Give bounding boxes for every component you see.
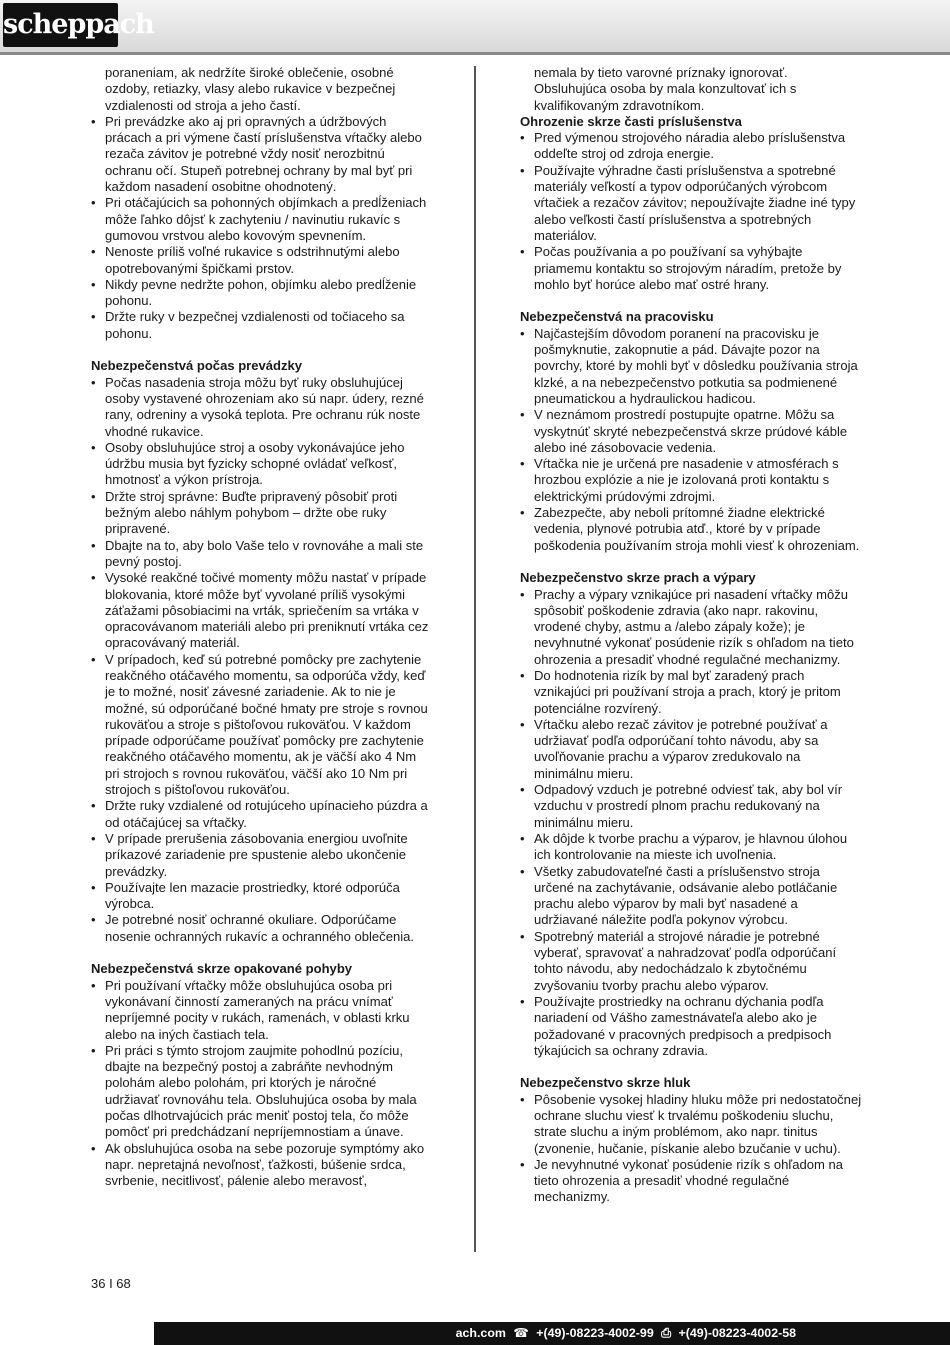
bullet-item: • Do hodnotenia rizík by mal byť zaradený prach vznikajúci pri používaní stroja a prach, ktorý je pritom potenciálne rozvírený. xyxy=(520,668,862,717)
bullet-item: • Prachy a výpary vznikajúce pri nasadení vŕtačky môžu spôsobiť poškodenie zdravia (ako napr. rakovinu, vrodené chyby, astmu a /alebo zápaly kože); je nevyhnutné vykonať posúdenie rizík s ohľadom na tieto ohrozenia a presadiť vhodné regulačné mechanizmy. xyxy=(520,587,862,668)
bullet-item: • Držte ruky vzdialené od rotujúceho upínacieho púzdra a od otáčajúcej sa vŕtačky. xyxy=(91,798,429,831)
bullet-item: • Všetky zabudovateľné časti a príslušenstvo stroja určené na zachytávanie, odsávanie alebo potláčanie prachu alebo výparov by mali byť nasadené a udržiavané náležite podľa pokynov výrobcu. xyxy=(520,864,862,929)
bullet-item: • Vŕtačka nie je určená pre nasadenie v atmosférach s hrozbou explózie a nie je izolovaná proti kontaktu s elektrickými prúdovými zdrojmi. xyxy=(520,456,862,505)
footer-phone[interactable]: +(49)-08223-4002-99 xyxy=(536,1326,654,1340)
bullet-item: • Pri otáčajúcich sa pohonných objímkach a predĺženiach môže ľahko dôjsť k zachyteniu / navinutiu rukavíc s gumovou vrstvou alebo kovovým spevnením. xyxy=(91,195,429,244)
section-heading: Nebezpečenstvá skrze opakované pohyby xyxy=(91,961,353,977)
bullet-item: • Najčastejším dôvodom poranení na pracovisku je pošmyknutie, zakopnutie a pád. Dávajte pozor na povrchy, ktoré by mohli byť v dôsledku používania stroja klzké, a na nebezpečenstvo potkutia sa podmienené pneumatickou a hydraulickou hadicou. xyxy=(520,326,862,407)
bullet-item: • Počas nasadenia stroja môžu byť ruky obsluhujúcej osoby vystavené ohrozeniam ako sú napr. údery, rezné rany, odreniny a vysoká teplota. Pre ochranu rúk noste vhodné rukavice. xyxy=(91,375,429,440)
bullet-item: • Zabezpečte, aby neboli prítomné žiadne elektrické vedenia, plynové potrubia atď., ktoré by v prípade poškodenia používaním stroja mohli viesť k ohrozeniam. xyxy=(520,505,862,554)
bullet-item: • Je nevyhnutné vykonať posúdenie rizík s ohľadom na tieto ohrozenia a presadiť vhodné regulačné mechanizmy. xyxy=(520,1157,862,1206)
section-gap xyxy=(91,945,429,961)
fax-icon: ⎙ xyxy=(661,1326,672,1340)
bullet-item: • V prípade prerušenia zásobovania energiou uvoľnite príkazové zariadenie pre spustenie alebo ukončenie prevádzky. xyxy=(91,831,429,880)
section-heading: Nebezpečenstvo skrze prach a výpary xyxy=(520,570,756,586)
footer-fax: +(49)-08223-4002-58 xyxy=(678,1326,796,1340)
bullet-item: • Vŕtačku alebo rezač závitov je potrebné používať a udržiavať podľa odporúčaní tohto návodu, aby sa uvoľňovanie prachu a výparov zredukovalo na minimálnu mieru. xyxy=(520,717,862,782)
section-heading: Nebezpečenstvá na pracovisku xyxy=(520,309,714,325)
section-gap xyxy=(520,293,862,309)
bullet-item: • Počas používania a po používaní sa vyhýbajte priamemu kontaktu so strojovým náradím, pretože by mohlo byť horúce alebo mať ostré hrany. xyxy=(520,244,862,293)
bullet-item: • Je potrebné nosiť ochranné okuliare. Odporúčame nosenie ochranných rukavíc a ochranného oblečenia. xyxy=(91,912,429,945)
phone-icon: ☎ xyxy=(513,1326,529,1340)
section-heading: Ohrozenie skrze časti príslušenstva xyxy=(520,113,742,129)
page-number: 36 I 68 xyxy=(91,1276,131,1291)
bullet-item: • Používajte len mazacie prostriedky, ktoré odporúča výrobca. xyxy=(91,880,429,913)
bullet-item: • Nenoste príliš voľné rukavice s odstrihnutými alebo opotrebovanými špičkami prstov. xyxy=(91,244,429,277)
footer-white-block xyxy=(0,1322,154,1345)
section-gap xyxy=(91,342,429,358)
section-gap xyxy=(520,554,862,570)
bullet-item: • Pri práci s týmto strojom zaujmite pohodlnú pozíciu, dbajte na bezpečný postoj a zabráňte nevhodným polohám alebo polohám, pri ktorých je náročné udržiavať rovnováhu tela. Obsluhujúca osoba by mala počas dlhotrvajúcich prác meniť postoj tela, čo môže pomôcť pri predchádzaní nepríjemnostiam a únave. xyxy=(91,1043,429,1141)
bullet-item: • Vysoké reakčné točivé momenty môžu nastať v prípade blokovania, ktoré môže byť vyvolané príliš vysokými záťažami pôsobiacimi na vrták, spriečením sa vrtáka v opracovávanom materiáli alebo pri preniknutí vrtáka cez opracovávaný materiál. xyxy=(91,570,429,651)
column-divider xyxy=(474,66,476,1252)
bullet-item: • Ak dôjde k tvorbe prachu a výparov, je hlavnou úlohou ich kontrolovanie na mieste ich uvoľnenia. xyxy=(520,831,862,864)
bullet-item: • Držte ruky v bezpečnej vzdialenosti od točiaceho sa pohonu. xyxy=(91,309,429,342)
bullet-item: • Ak obsluhujúca osoba na sebe pozoruje symptómy ako napr. nepretajná nevoľnosť, ťažkosti, búšenie srdca, svrbenie, necitlivosť, pálenie alebo meravosť, xyxy=(91,1141,429,1190)
section-gap xyxy=(520,1059,862,1075)
bullet-item: • Osoby obsluhujúce stroj a osoby vykonávajúce jeho údržbu musia byt fyzicky schopné ovládať veľkosť, hmotnosť a výkon prístroja. xyxy=(91,440,429,489)
paragraph: nemala by tieto varovné príznaky ignorovať. Obsluhujúca osoba by mala konzultovať ich s kvalifikovaným zdravotníkom. xyxy=(534,65,797,113)
bullet-item: • Pri používaní vŕtačky môže obsluhujúca osoba pri vykonávaní činností zameraných na prácu vnímať nepríjemné pocity v rukách, ramenách, v oblasti krku alebo na iných častiach tela. xyxy=(91,978,429,1043)
bullet-item: • Držte stroj správne: Buďte pripravený pôsobiť proti bežným alebo náhlym pohybom – držte obe ruky pripravené. xyxy=(91,489,429,538)
bullet-item: • Dbajte na to, aby bolo Vaše telo v rovnováhe a mali ste pevný postoj. xyxy=(91,538,429,571)
footer-bar xyxy=(0,1322,950,1345)
footer-web[interactable]: ach.com xyxy=(455,1326,506,1340)
section-heading: Nebezpečenstvo skrze hluk xyxy=(520,1075,691,1091)
bullet-item: • Používajte prostriedky na ochranu dýchania podľa nariadení od Vášho zamestnávateľa alebo ako je požadované v pracovných predpisoch a predpisoch týkajúcich sa ochrany zdravia. xyxy=(520,994,862,1059)
scheppach-logo: scheppach xyxy=(3,3,118,47)
bullet-item: • V prípadoch, keď sú potrebné pomôcky pre zachytenie reakčného otáčavého momentu, sa odporúča vždy, keď je to možné, nosiť závesné zariadenie. Ak to nie je možné, sú odporúčané bočné hmaty pre stroje s rovnou rukoväťou a stroje s pištoľovou rukoväťou. V každom prípade odporúčame používať pomôcky pre zachytenie reakčného otáčavého momentu, ak je väčší ako 4 Nm pri strojoch s rovnou rukoväťou, väčší ako 10 Nm pri strojoch s pištoľovou rukoväťou. xyxy=(91,652,429,799)
section-heading: Nebezpečenstvá počas prevádzky xyxy=(91,358,303,374)
bullet-item: • Pri prevádzke ako aj pri opravných a údržbových prácach a pri výmene častí príslušenstva vŕtačky alebo rezača závitov je potrebné vždy nosiť nerozbitnú ochranu očí. Stupeň potrebnej ochrany by mal byť pri každom nasadení osobitne ohodnotený. xyxy=(91,114,429,195)
bullet-item: • Nikdy pevne nedržte pohon, objímku alebo predĺženie pohonu. xyxy=(91,277,429,310)
paragraph: poraneniam, ak nedržíte široké oblečenie, osobné ozdoby, retiazky, vlasy alebo rukavice v bezpečnej vzdialenosti od stroja a jeho častí. xyxy=(105,65,396,113)
footer-contact xyxy=(452,1322,796,1345)
bullet-item: • Používajte výhradne časti príslušenstva a spotrebné materiály veľkostí a typov odporúčaných výrobcom vŕtačiek a rezačov závitov; nepoužívajte žiadne iné typy alebo veľkosti častí príslušenstva a spotrebných materiálov. xyxy=(520,163,862,244)
left-column xyxy=(91,65,429,1189)
bullet-item: • V neznámom prostredí postupujte opatrne. Môžu sa vyskytnúť skryté nebezpečenstvá skrze prúdové káble alebo iné zásobovacie vedenia. xyxy=(520,407,862,456)
bullet-item: • Pred výmenou strojového náradia alebo príslušenstva oddeľte stroj od zdroja energie. xyxy=(520,130,862,163)
bullet-item: • Odpadový vzduch je potrebné odviesť tak, aby bol vír vzduchu v prostredí plnom prachu redukovaný na minimálnu mieru. xyxy=(520,782,862,831)
header-bar xyxy=(0,0,950,55)
bullet-item: • Spotrebný materiál a strojové náradie je potrebné vyberať, spravovať a nahradzovať podľa odporúčaní tohto návodu, aby nedochádzalo k zbytočnému zvyšovaniu tvorby prachu alebo výparov. xyxy=(520,929,862,994)
bullet-item: • Pôsobenie vysokej hladiny hluku môže pri nedostatočnej ochrane sluchu viesť k trvalému poškodeniu sluchu, strate sluchu a iným problémom, ako napr. tinitus (zvonenie, hučanie, pískanie alebo bzučanie v uchu). xyxy=(520,1092,862,1157)
right-column xyxy=(520,65,862,1206)
